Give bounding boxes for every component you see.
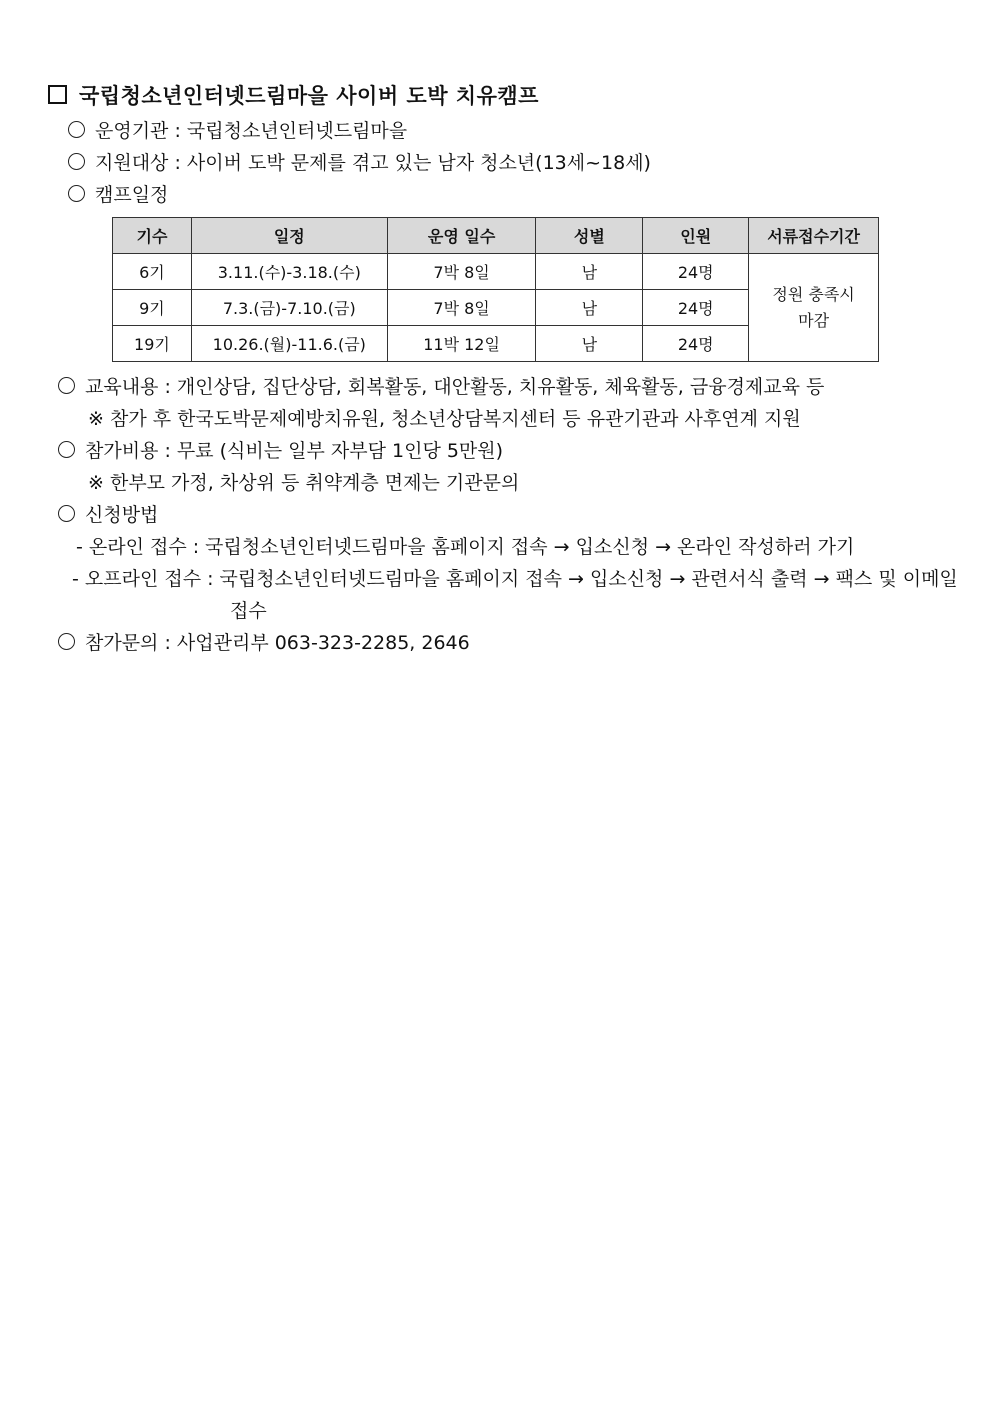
cell-days: 7박 8일 <box>387 254 536 290</box>
cell-term: 19기 <box>113 326 192 362</box>
cell-days: 7박 8일 <box>387 290 536 326</box>
cell-deadline <box>749 254 879 362</box>
header-days: 운영 일수 <box>387 218 536 254</box>
apply-offline-continued: 접수 <box>230 600 267 622</box>
header-dates: 일정 <box>191 218 387 254</box>
camp-schedule-table <box>112 217 879 362</box>
cell-term: 6기 <box>113 254 192 290</box>
cost-note: ※ 한부모 가정, 차상위 등 취약계층 면제는 기관문의 <box>88 472 520 494</box>
education-text: 교육내용 : 개인상담, 집단상담, 회복활동, 대안활동, 치유활동, 체육활동, 금융경제교육 등 <box>85 376 825 398</box>
cell-dates: 10.26.(월)-11.6.(금) <box>191 326 387 362</box>
circle-bullet-icon <box>68 185 85 202</box>
deadline-line2: 마감 <box>798 310 830 330</box>
circle-bullet-icon <box>58 633 75 650</box>
circle-bullet-icon <box>58 377 75 394</box>
header-gender: 성별 <box>536 218 643 254</box>
cost-text: 참가비용 : 무료 (식비는 일부 자부담 1인당 5만원) <box>85 440 504 462</box>
education-item <box>58 373 824 401</box>
circle-bullet-icon <box>58 441 75 458</box>
cell-gender: 남 <box>536 254 643 290</box>
apply-online: - 온라인 접수 : 국립청소년인터넷드림마을 홈페이지 접속 → 입소신청 → 온라인 작성하러 가기 <box>76 536 855 558</box>
circle-bullet-icon <box>68 121 85 138</box>
table-header-row <box>113 218 879 254</box>
table-row <box>113 254 879 290</box>
cell-dates: 7.3.(금)-7.10.(금) <box>191 290 387 326</box>
operator-item <box>68 117 407 145</box>
cell-count: 24명 <box>643 326 749 362</box>
education-note: ※ 참가 후 한국도박문제예방치유원, 청소년상담복지센터 등 유관기관과 사후연계 지원 <box>88 408 801 430</box>
schedule-heading-text: 캠프일정 <box>95 184 169 206</box>
operator-text: 운영기관 : 국립청소년인터넷드림마을 <box>95 120 408 142</box>
cell-count: 24명 <box>643 254 749 290</box>
contact-text: 참가문의 : 사업관리부 063-323-2285, 2646 <box>85 632 470 654</box>
apply-heading-text: 신청방법 <box>85 504 159 526</box>
header-term: 기수 <box>113 218 192 254</box>
cell-count: 24명 <box>643 290 749 326</box>
schedule-heading <box>68 181 168 209</box>
target-item <box>68 149 651 177</box>
target-text: 지원대상 : 사이버 도박 문제를 겪고 있는 남자 청소년(13세~18세) <box>95 152 651 174</box>
checkbox-square-icon <box>48 85 67 104</box>
cost-item <box>58 437 503 465</box>
cell-gender: 남 <box>536 326 643 362</box>
circle-bullet-icon <box>68 153 85 170</box>
apply-heading <box>58 501 158 529</box>
deadline-line1: 정원 충족시 <box>772 284 855 304</box>
cell-days: 11박 12일 <box>387 326 536 362</box>
cell-gender: 남 <box>536 290 643 326</box>
header-deadline: 서류접수기간 <box>749 218 879 254</box>
title-text: 국립청소년인터넷드림마을 사이버 도박 치유캠프 <box>79 84 539 108</box>
header-count: 인원 <box>643 218 749 254</box>
apply-offline: - 오프라인 접수 : 국립청소년인터넷드림마을 홈페이지 접속 → 입소신청 → 관련서식 출력 → 팩스 및 이메일 <box>72 568 958 590</box>
document-title <box>48 82 539 110</box>
cell-dates: 3.11.(수)-3.18.(수) <box>191 254 387 290</box>
contact-item <box>58 629 470 657</box>
cell-term: 9기 <box>113 290 192 326</box>
circle-bullet-icon <box>58 505 75 522</box>
